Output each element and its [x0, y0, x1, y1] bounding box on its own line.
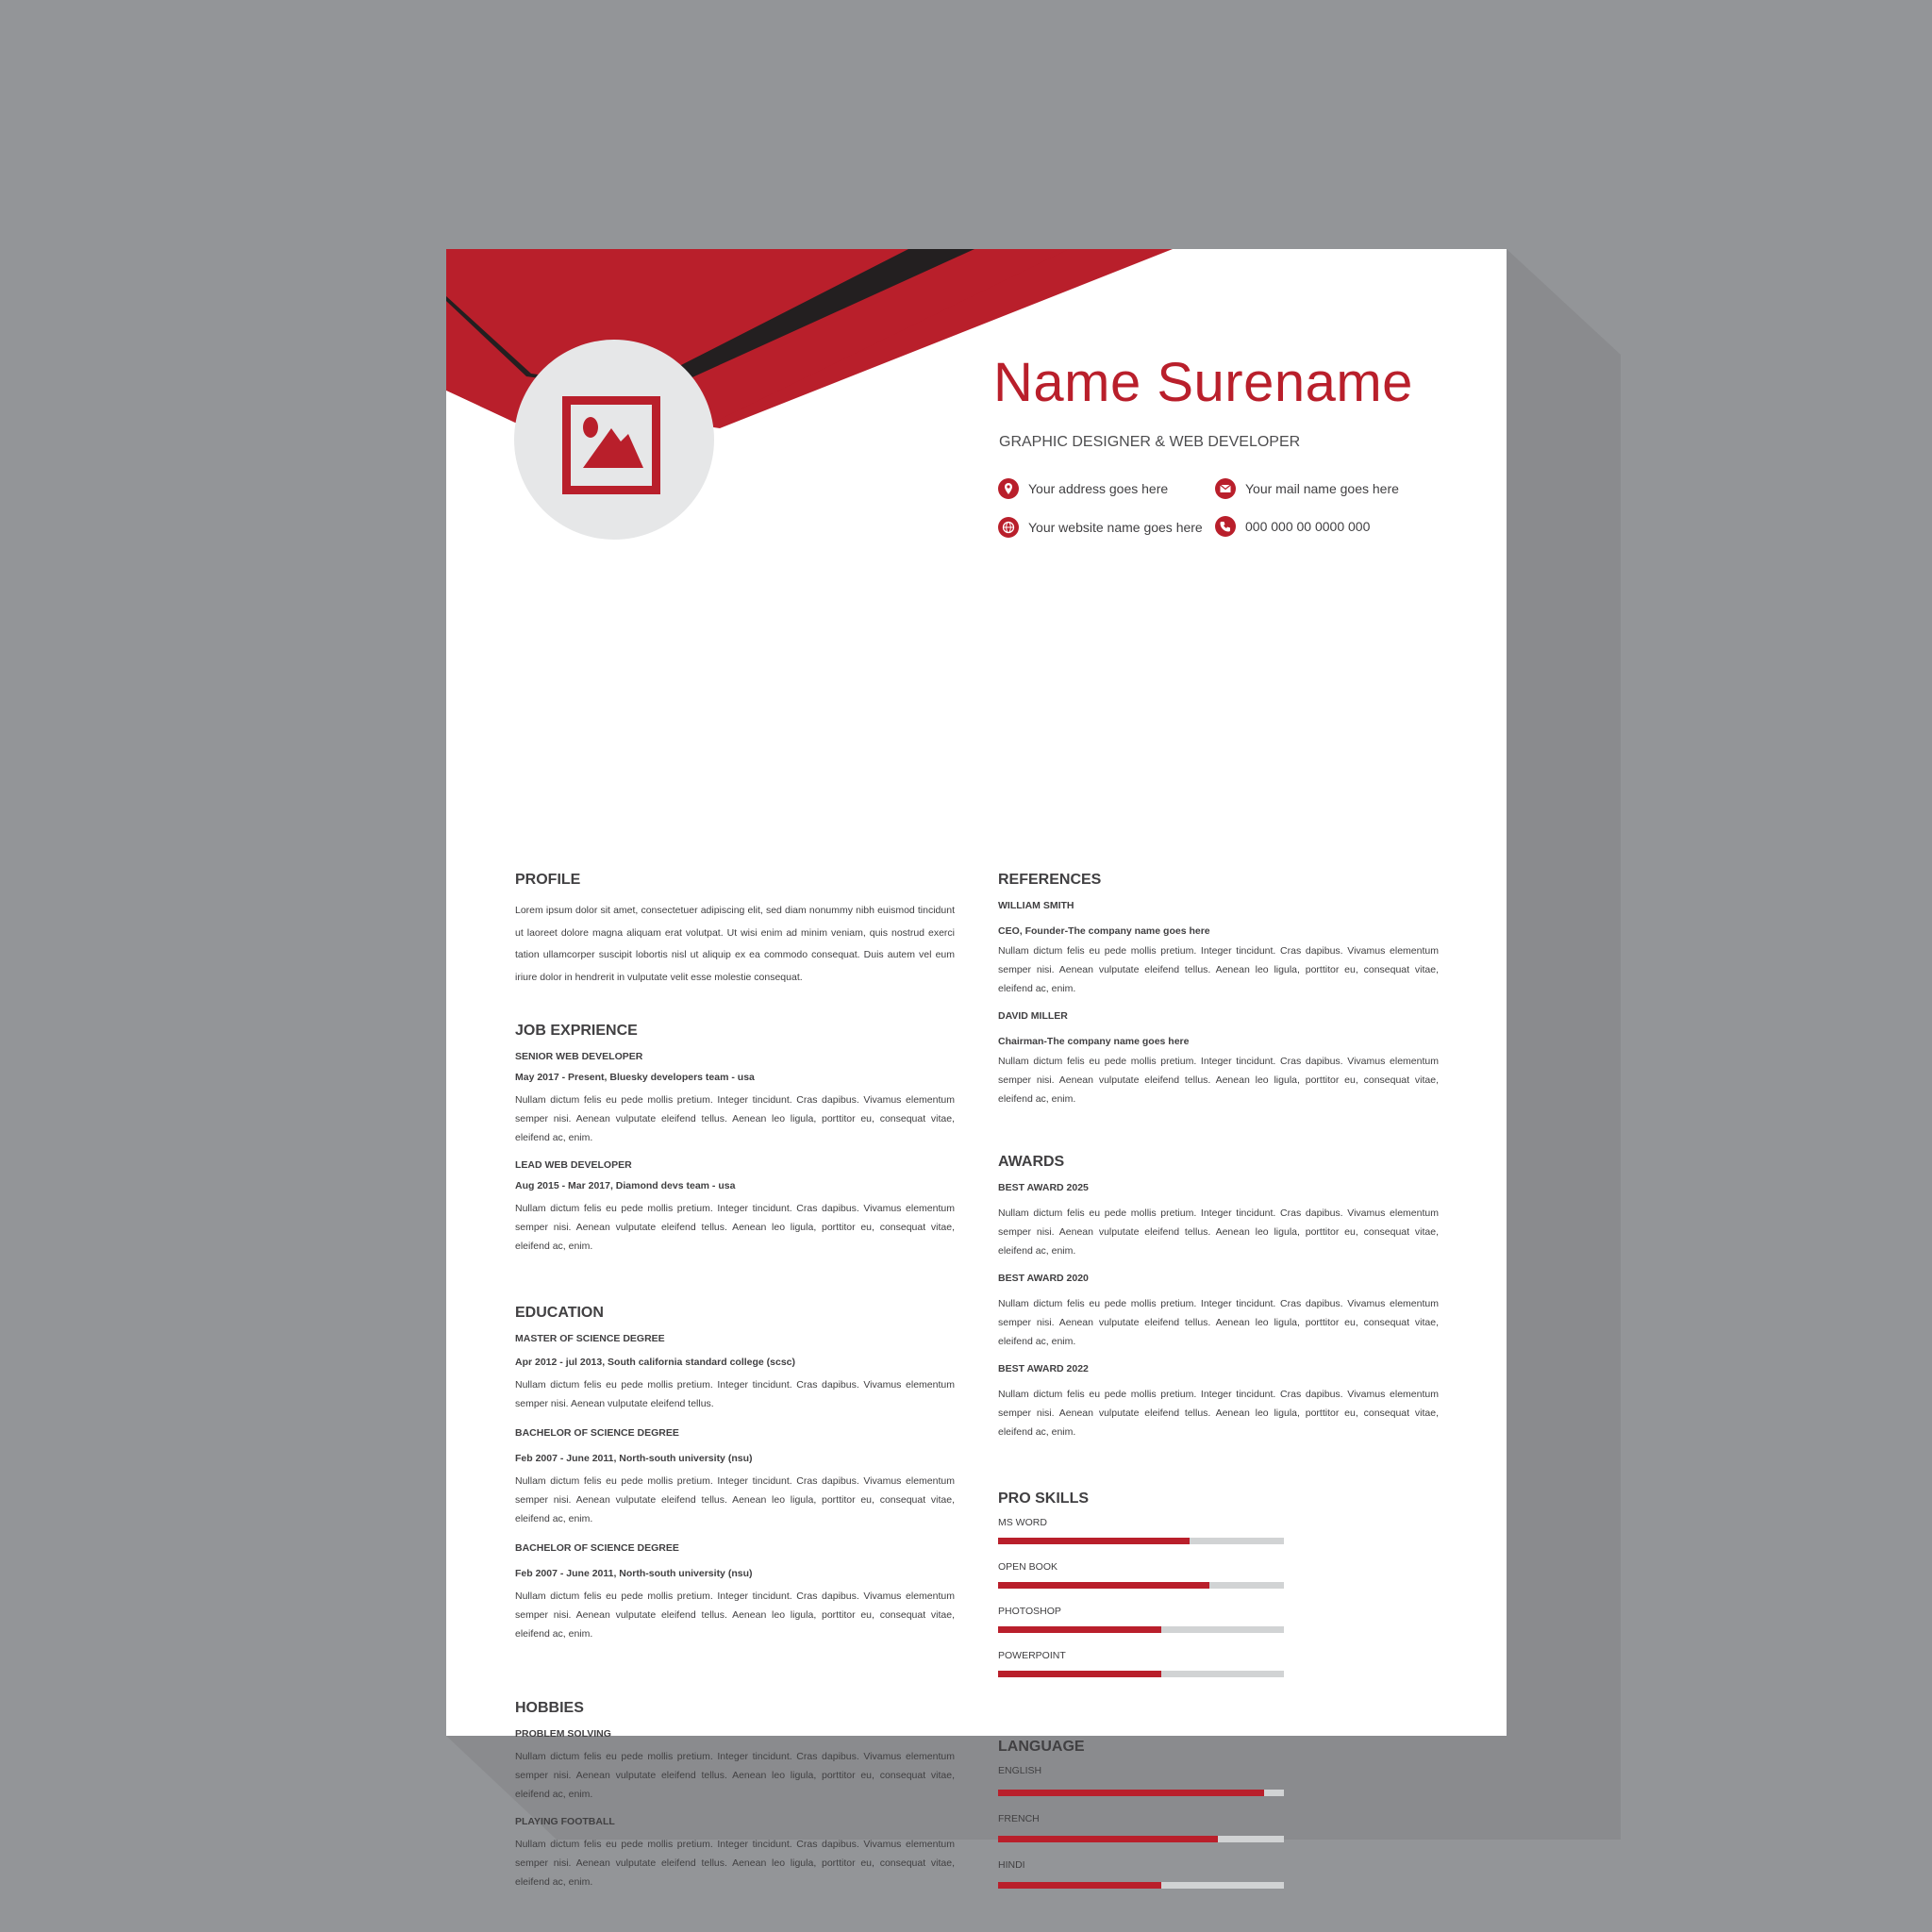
item-period: May 2017 - Present, Bluesky developers team - usa: [515, 1072, 755, 1083]
phone-icon: [1215, 516, 1236, 537]
language-bar: [998, 1882, 1284, 1889]
section-title: EDUCATION: [515, 1305, 604, 1321]
language-label: FRENCH: [998, 1813, 1040, 1824]
contact-address-text: Your address goes here: [1028, 481, 1169, 496]
globe-icon: [998, 517, 1019, 538]
item-text: Nullam dictum felis eu pede mollis pretium. Integer tincidunt. Cras dapibus. Vivamus elementum semper nisi. Aenean vulputate eleifend tellus. Aenean leo ligula, porttitor eu, consequat vitae, eleifend ac, enim.: [515, 1839, 955, 1888]
skill-bar-fill: [998, 1671, 1161, 1677]
item-text: Nullam dictum felis eu pede mollis pretium. Integer tincidunt. Cras dapibus. Vivamus elementum semper nisi. Aenean vulputate eleifend tellus. Aenean leo ligula, porttitor eu, consequat vitae, eleifend ac, enim.: [515, 1751, 955, 1800]
education-item: [515, 1333, 955, 1413]
section-title: LANGUAGE: [998, 1739, 1085, 1755]
contact-address: [998, 478, 1168, 499]
experience-section: [515, 1023, 955, 1256]
item-title: PROBLEM SOLVING: [515, 1728, 611, 1740]
skill-item: [998, 1561, 1439, 1589]
item-text: Nullam dictum felis eu pede mollis pretium. Integer tincidunt. Cras dapibus. Vivamus elementum semper nisi. Aenean vulputate eleifend tellus. Aenean leo ligula, porttitor eu, consequat vitae, eleifend ac, enim.: [998, 1298, 1439, 1347]
skill-bar: [998, 1671, 1284, 1677]
section-title: PROFILE: [515, 872, 581, 888]
skill-item: [998, 1650, 1439, 1677]
education-item: [515, 1427, 955, 1528]
item-title: BEST AWARD 2020: [998, 1273, 1089, 1284]
profile-section: [515, 872, 955, 989]
item-title: SENIOR WEB DEVELOPER: [515, 1051, 643, 1062]
contact-mail: [1215, 478, 1399, 499]
section-title: PRO SKILLS: [998, 1491, 1090, 1507]
skill-bar-fill: [998, 1538, 1190, 1544]
item-text: Nullam dictum felis eu pede mollis pretium. Integer tincidunt. Cras dapibus. Vivamus elementum semper nisi. Aenean vulputate eleifend tellus. Aenean leo ligula, porttitor eu, consequat vitae, eleifend ac, enim.: [998, 1208, 1439, 1257]
skill-bar: [998, 1626, 1284, 1633]
hobby-item: [515, 1728, 955, 1804]
item-title: BEST AWARD 2025: [998, 1182, 1089, 1193]
reference-item: [998, 900, 1439, 998]
item-text: Nullam dictum felis eu pede mollis pretium. Integer tincidunt. Cras dapibus. Vivamus elementum semper nisi. Aenean vulputate eleifend tellus. Aenean leo ligula, porttitor eu, consequat vitae, eleifend ac, enim.: [515, 1591, 955, 1640]
item-text: Nullam dictum felis eu pede mollis pretium. Integer tincidunt. Cras dapibus. Vivamus elementum semper nisi. Aenean vulputate eleifend tellus. Aenean leo ligula, porttitor eu, consequat vitae, eleifend ac, enim.: [515, 1094, 955, 1143]
item-period: Apr 2012 - jul 2013, South california standard college (scsc): [515, 1357, 796, 1368]
language-bar: [998, 1790, 1284, 1796]
award-item: [998, 1273, 1439, 1351]
reference-position: Chairman-The company name goes here: [998, 1036, 1190, 1047]
language-label: HINDI: [998, 1859, 1025, 1871]
profile-photo-placeholder: [514, 340, 714, 540]
language-label: ENGLISH: [998, 1765, 1042, 1776]
experience-item: [515, 1051, 955, 1147]
item-text: Nullam dictum felis eu pede mollis pretium. Integer tincidunt. Cras dapibus. Vivamus elementum semper nisi. Aenean vulputate eleifend tellus. Aenean leo ligula, porttitor eu, consequat vitae, eleifend ac, enim.: [515, 1475, 955, 1524]
item-period: Feb 2007 - June 2011, North-south university (nsu): [515, 1453, 753, 1464]
item-text: Nullam dictum felis eu pede mollis pretium. Integer tincidunt. Cras dapibus. Vivamus elementum semper nisi. Aenean vulputate eleifend tellus. Aenean leo ligula, porttitor eu, consequat vitae, eleifend ac, enim.: [515, 1203, 955, 1252]
reference-position: CEO, Founder-The company name goes here: [998, 925, 1210, 937]
item-period: Feb 2007 - June 2011, North-south university (nsu): [515, 1568, 753, 1579]
item-text: Nullam dictum felis eu pede mollis pretium. Integer tincidunt. Cras dapibus. Vivamus elementum semper nisi. Aenean vulputate eleifend tellus.: [515, 1379, 955, 1409]
item-title: LEAD WEB DEVELOPER: [515, 1159, 632, 1171]
item-title: BEST AWARD 2022: [998, 1363, 1089, 1374]
language-bar-fill: [998, 1790, 1264, 1796]
section-title: AWARDS: [998, 1154, 1065, 1170]
skill-label: MS WORD: [998, 1517, 1047, 1528]
education-section: [515, 1305, 955, 1643]
language-bar: [998, 1836, 1284, 1842]
image-placeholder-icon: [562, 396, 660, 494]
language-bar-fill: [998, 1882, 1161, 1889]
profile-text: Lorem ipsum dolor sit amet, consectetuer adipiscing elit, sed diam nonummy nibh euismod tincidunt ut laoreet dolore magna aliquam erat volutpat. Ut wisi enim ad minim veniam, quis nostrud exerci tation ullamcorper suscipit lobortis nisl ut aliquip ex ea commodo consequat. Duis autem vel eum iriure dolor in hendrerit in vulputate velit esse molestie consequat.: [515, 905, 955, 983]
mail-icon: [1215, 478, 1236, 499]
skill-bar-fill: [998, 1582, 1209, 1589]
skill-bar: [998, 1582, 1284, 1589]
skill-bar: [998, 1538, 1284, 1544]
references-section: [998, 872, 1439, 1108]
item-title: BACHELOR OF SCIENCE DEGREE: [515, 1542, 679, 1554]
item-title: MASTER OF SCIENCE DEGREE: [515, 1333, 665, 1344]
job-title: GRAPHIC DESIGNER & WEB DEVELOPER: [999, 434, 1301, 450]
hobbies-section: [515, 1700, 955, 1891]
language-item: [998, 1859, 1439, 1889]
experience-item: [515, 1159, 955, 1256]
skill-label: PHOTOSHOP: [998, 1606, 1061, 1617]
item-period: Aug 2015 - Mar 2017, Diamond devs team - usa: [515, 1180, 736, 1191]
section-title: HOBBIES: [515, 1700, 584, 1716]
skill-item: [998, 1606, 1439, 1633]
item-title: PLAYING FOOTBALL: [515, 1816, 615, 1827]
hobby-item: [515, 1816, 955, 1891]
reference-name: DAVID MILLER: [998, 1010, 1068, 1022]
language-bar-fill: [998, 1836, 1218, 1842]
awards-section: [998, 1154, 1439, 1441]
contact-phone-text: 000 000 00 0000 000: [1245, 519, 1371, 534]
contact-website-text: Your website name goes here: [1028, 520, 1203, 535]
award-item: [998, 1363, 1439, 1441]
section-title: REFERENCES: [998, 872, 1102, 888]
contact-mail-text: Your mail name goes here: [1245, 481, 1399, 496]
section-title: JOB EXPRIENCE: [515, 1023, 638, 1039]
location-pin-icon: [998, 478, 1019, 499]
skill-bar-fill: [998, 1626, 1161, 1633]
skill-item: [998, 1517, 1439, 1544]
item-text: Nullam dictum felis eu pede mollis pretium. Integer tincidunt. Cras dapibus. Vivamus elementum semper nisi. Aenean vulputate eleifend tellus. Aenean leo ligula, porttitor eu, consequat vitae, eleifend ac, enim.: [998, 1056, 1439, 1105]
language-item: [998, 1813, 1439, 1842]
reference-item: [998, 1010, 1439, 1108]
reference-name: WILLIAM SMITH: [998, 900, 1074, 911]
skill-label: OPEN BOOK: [998, 1561, 1058, 1573]
award-item: [998, 1182, 1439, 1260]
skill-label: POWERPOINT: [998, 1650, 1066, 1661]
language-section: [998, 1739, 1439, 1889]
item-title: BACHELOR OF SCIENCE DEGREE: [515, 1427, 679, 1439]
contact-phone: [1215, 516, 1370, 537]
item-text: Nullam dictum felis eu pede mollis pretium. Integer tincidunt. Cras dapibus. Vivamus elementum semper nisi. Aenean vulputate eleifend tellus. Aenean leo ligula, porttitor eu, consequat vitae, eleifend ac, enim.: [998, 945, 1439, 994]
resume-page: [446, 249, 1507, 1888]
education-item: [515, 1542, 955, 1643]
item-text: Nullam dictum felis eu pede mollis pretium. Integer tincidunt. Cras dapibus. Vivamus elementum semper nisi. Aenean vulputate eleifend tellus. Aenean leo ligula, porttitor eu, consequat vitae, eleifend ac, enim.: [998, 1389, 1439, 1438]
contact-website: [998, 517, 1203, 538]
language-item: [998, 1765, 1439, 1796]
skills-section: [998, 1491, 1439, 1677]
candidate-name: Name Surename: [993, 352, 1413, 413]
